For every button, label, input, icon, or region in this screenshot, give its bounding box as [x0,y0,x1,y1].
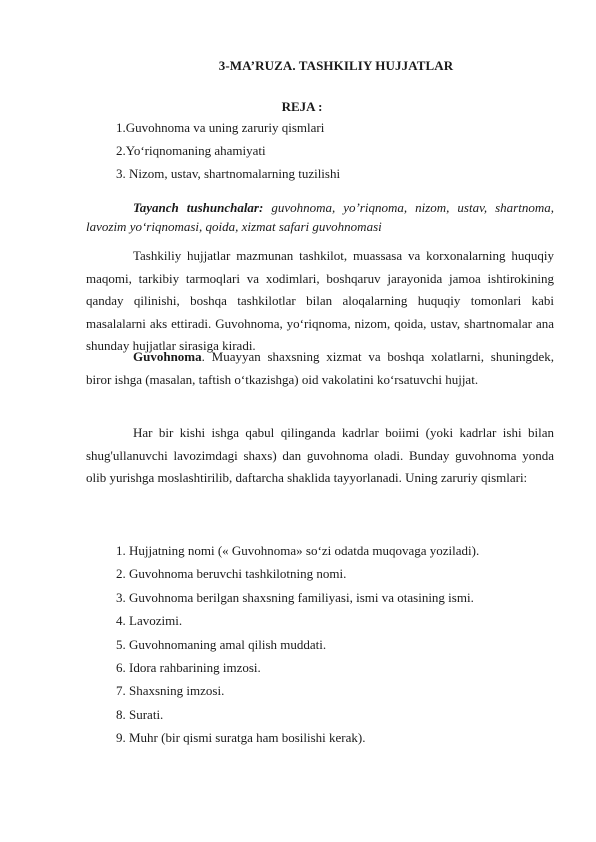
lecture-title [0,58,596,74]
parts-item: 8. Surati. [116,706,164,722]
plan-item: 3. Nizom, ustav, shartnomalarning tuzilishi [116,166,341,181]
paragraph-details: Har bir kishi ishga qabul qilinganda kadrlar boiimi (yoki kadrlar ishi bilan shug'ullanuvchi lavozimdagi shaxs) dan guvohnoma oladi. Bunday guvohnoma yonda olib yurishga moslashtirilib, daftarcha shaklida tayyorlanadi. Uning zaruriy qismlari: [86,425,554,486]
plan-list [116,116,340,185]
paragraph-intro: Tashkiliy hujjatlar mazmunan tashkilot, muassasa va korxonalarning huquqiy maqomi, tarkibiy tarmoqlari va xodimlari, boshqaruv jarayonida jamoa ishtirokining qanday qilinishi, boshqa tashkilotlar bilan aloqalarning huquqiy tomonlari kabi masalalarni aks ettiradi. Guvohnoma, yo‘riqnoma, nizom, qoida, ustav, shartnomalar ana shunday hujjatlar sirasiga kiradi. [86,248,554,354]
parts-item: 3. Guvohnoma berilgan shaxsning familiyasi, ismi va otasining ismi. [116,589,474,605]
keywords-text: guvohnoma, yo’riqnoma, nizom, ustav, shartnoma, lavozim yo‘riqnomasi, qoida, xizmat safari guvohnomasi [86,200,554,234]
keywords-label: Tayanch tushunchalar: [133,200,264,215]
parts-item: 2. Guvohnoma beruvchi tashkilotning nomi. [116,566,347,582]
paragraph-definition [86,346,554,391]
parts-item: 1. Hujjatning nomi (« Guvohnoma» so‘zi odatda muqovaga yoziladi). [116,543,480,558]
plan-item: 1.Guvohnoma va uning zaruriy qismlari [116,120,325,135]
parts-item: 6. Idora rahbarining imzosi. [116,660,261,676]
keywords-paragraph [86,198,554,236]
parts-item: 5. Guvohnomaning amal qilish muddati. [116,636,327,652]
plan-item: 2.Yo‘riqnomaning ahamiyati [116,143,266,158]
lecture-title-text: 3-MA’RUZA. TASHKILIY HUJJATLAR [218,58,454,73]
parts-item: 7. Shaxsning imzosi. [116,683,225,699]
parts-list [116,539,479,750]
plan-heading [0,99,596,115]
definition-term: Guvohnoma [133,349,202,364]
plan-heading-text: REJA : [281,99,323,114]
definition-text: . Muayyan shaxsning xizmat va boshqa xolatlarni, shuningdek, biror ishga (masalan, taftish o‘tkazishga) oid vakolatini ko‘rsatuvchi hujjat. [86,349,554,387]
parts-item: 9. Muhr (bir qismi suratga ham bosilishi kerak). [116,730,366,746]
parts-item: 4. Lavozimi. [116,613,183,629]
